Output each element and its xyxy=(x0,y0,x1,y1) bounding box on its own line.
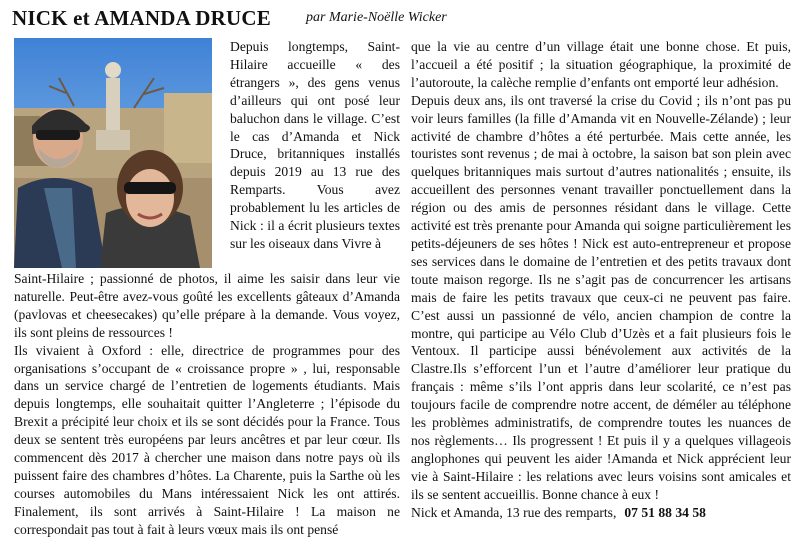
covid-paragraph: Depuis deux ans, ils ont traversé la crise du Covid ; ils n’ont pas pu voir leurs familles (la fille d’Amanda vit en Nouvelle-Zélande) ; leur activité de chambre d’hôtes a été perturbée. Mais cette année, les touristes sont revenus ; de mai à octobre, la saison bat son plein avec quelques britanniques mais surtout d’autres nationalités ; ensuite, ils accueillent des personnes venant travailler ponctuellement dans la région ou des amis de personnes résidant dans le village. Cette activité est très prenante pour Amanda qui soigne particulièrement les petits-déjeuners de ses hôtes ! Nick est auto-entrepreneur et propose ses services dans le domaine de l’entretien et des petits travaux dont toute maison regorge. Ils ne s’agit pas de concurrencer les artisans mais de faire les petits travaux que ceux-ci ne peuvent pas faire. C’est aussi un passionné de vélo, ancien champion de contre la montre, qui participe au Vélo Club d’Uzès et a fait plusieurs fois le Ventoux. Il participe aussi bénévolement aux activités de la Clastre.Ils s’efforcent l’un et l’autre d’améliorer leur pratique du français : même s’ils l’ont appris dans leur scolarité, ce n’est pas toujours facile de comprendre notre accent, de déméler au téléphone les problèmes administratifs, de comprendre toutes les nuances de nos règlements… Ils progressent ! Et puis il y a quelques villageois anglophones qui peuvent les aider !Amanda et Nick apprécient leur vie à Saint-Hilaire : les relations avec leurs voisins sont amicales et ils se sentent accueillis. Bonne chance à eux ! xyxy=(411,92,791,502)
intro-paragraph: Depuis longtemps, Saint-Hilaire accueille « des étrangers », des gens venus d’ailleurs qui ont posé leur baluchon dans le village. C’est le cas d’Amanda et Nick Druce, britanniques installés depuis 2019 au 13 rue des Remparts. Vous avez probablement lu les articles de Nick : il a écrit plusieurs textes sur les oiseaux dans Vivre à xyxy=(230,39,400,251)
oxford-paragraph: Ils vivaient à Oxford : elle, directrice de programmes pour des organisations s’occupant de « croissance propre » , lui, responsable dans un service chargé de l’entretien de logements étudiants. Mais depuis longtemps, elle souhaitait quitter l’Angleterre ; l’épisode du Brexit a précipité leur choix et ils se sont décidés pour la France. Tous deux se sentent très européens par leurs ancêtres et par leur cœur. Ils commencent dès 2017 à chercher une maison dans notre pays où ils puissent faire des chambres d’hôtes. La Charente, puis la Sarthe où les courses automobiles du Mans intéressaient Nick les ont attirés. Finalement, ils sont arrivés à Saint-Hilaire ! La maison ne correspondait pas tout à fait à leurs vœux mais ils ont pensé xyxy=(14,342,400,537)
article-byline: par Marie-Noëlle Wicker xyxy=(306,10,447,25)
couple-photo xyxy=(14,38,212,268)
intro-paragraph-continued: Saint-Hilaire ; passionné de photos, il aime les saisir dans leur vie naturelle. Peut-être avez-vous goûté les excellents gâteaux d’Amanda (pavlovas et cheesecakes) qu’elle prépare à la demande. Vous voyez, ils sont pleins de ressources ! xyxy=(14,271,400,340)
contact-phone: 07 51 88 34 58 xyxy=(624,504,706,520)
column-2 xyxy=(411,38,791,521)
arrival-paragraph: que la vie au centre d’un village était une bonne chose. Et puis, l’accueil a été positif ; la situation géographique, la proximité de l’autoroute, la calèche remplie d’enfants ont emporté leur adhésion. xyxy=(411,39,791,90)
contact-line xyxy=(411,504,791,522)
contact-address: Nick et Amanda, 13 rue des remparts, xyxy=(411,504,617,520)
column-1-beside-photo xyxy=(230,38,400,253)
article-title: NICK et AMANDA DRUCE xyxy=(12,6,271,30)
column-1-below-photo xyxy=(14,270,400,539)
